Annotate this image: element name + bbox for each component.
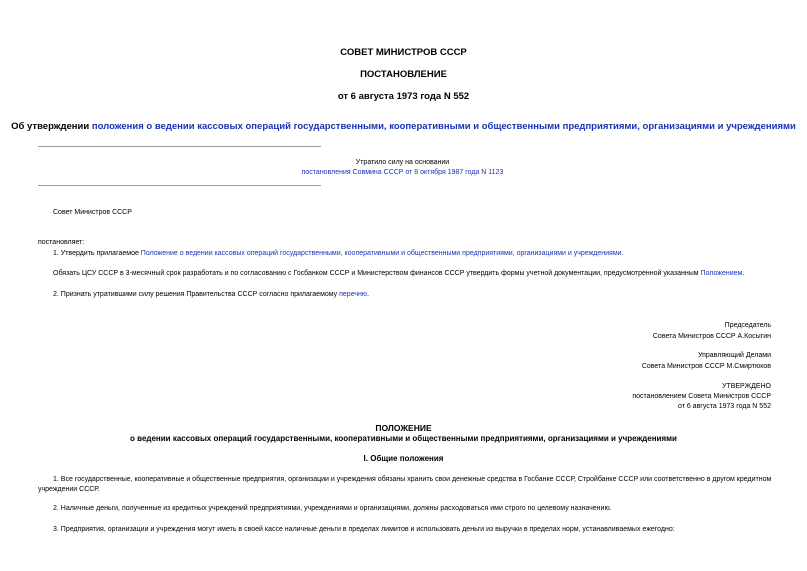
regulation-subtitle: о ведении кассовых операций государственными, кооперативными и общественными предприятиями, организациями и учреждениями [130,434,677,443]
section-heading: I. Общие положения [363,454,444,463]
paragraph-1: 1. Все государственные, кооперативные и общественные предприятия, организации и учреждения обязаны хранить свои денежные средства в Госбанке СССР, Стройбанке СССР или соответственно в другом кредитном учреждении СССР. [38,476,772,493]
item-1-link[interactable]: Положение о ведении кассовых операций государственными, кооперативными и общественными предприятиями, организациями и учреждениями. [140,250,624,257]
manager-title: Управляющий Делами [697,352,771,359]
chair-name: Совета Министров СССР А.Косыгин [652,333,771,340]
item-2-link[interactable]: перечню [339,291,368,298]
item-1-text: 1. Утвердить прилагаемое [53,250,141,257]
issuer: Совет Министров СССР [53,209,132,216]
approval-date: от 6 августа 1973 года N 552 [677,403,771,410]
header-date: от 6 августа 1973 года N 552 [337,91,470,102]
paragraph-3: 3. Предприятия, организации и учреждения могут иметь в своей кассе наличные деньги в пределах лимитов и использовать деньги из выручки в пределах норм, устанавливаемых ежегодно: [53,526,675,533]
header-org: СОВЕТ МИНИСТРОВ СССР [340,47,467,58]
approval-by: постановлением Совета Министров СССР [632,393,771,400]
title-prefix: Об утверждении [11,121,92,132]
status-link[interactable]: постановления Совмина СССР от 8 октября 1987 года N 1123 [301,169,504,176]
decrees: постановляет: [38,239,85,246]
divider-bottom [38,185,321,186]
item-2 [53,291,369,298]
item-1b-link[interactable]: Положением [700,270,743,277]
item-1b [53,270,744,277]
header-doc-type: ПОСТАНОВЛЕНИЕ [360,69,447,80]
chair-title: Председатель [724,322,771,329]
document-title [0,121,807,132]
divider-top [38,146,321,147]
regulation-title: ПОЛОЖЕНИЕ [375,423,432,433]
item-1 [53,250,624,257]
manager-name: Совета Министров СССР М.Смиртюков [641,363,771,370]
item-1b-end: . [742,270,745,277]
status-line: Утратило силу на основании [355,159,450,166]
item-2-end: . [367,291,370,298]
item-1b-text: Обязать ЦСУ СССР в 3-месячный срок разработать и по согласованию с Госбанком СССР и Министерством финансов СССР утвердить формы учетной документации, предусмотренной указанным [53,270,701,277]
approval-mark: УТВЕРЖДЕНО [721,383,771,390]
title-link[interactable]: положения о ведении кассовых операций государственными, кооперативными и общественными предприятиями, организациями и учреждениями [91,121,796,132]
paragraph-2: 2. Наличные деньги, полученные из кредитных учреждений предприятиями, учреждениями и организациями, должны расходоваться ими строго по целевому назначению. [53,505,612,512]
item-2-text: 2. Признать утратившими силу решения Правительства СССР согласно прилагаемому [53,291,340,298]
